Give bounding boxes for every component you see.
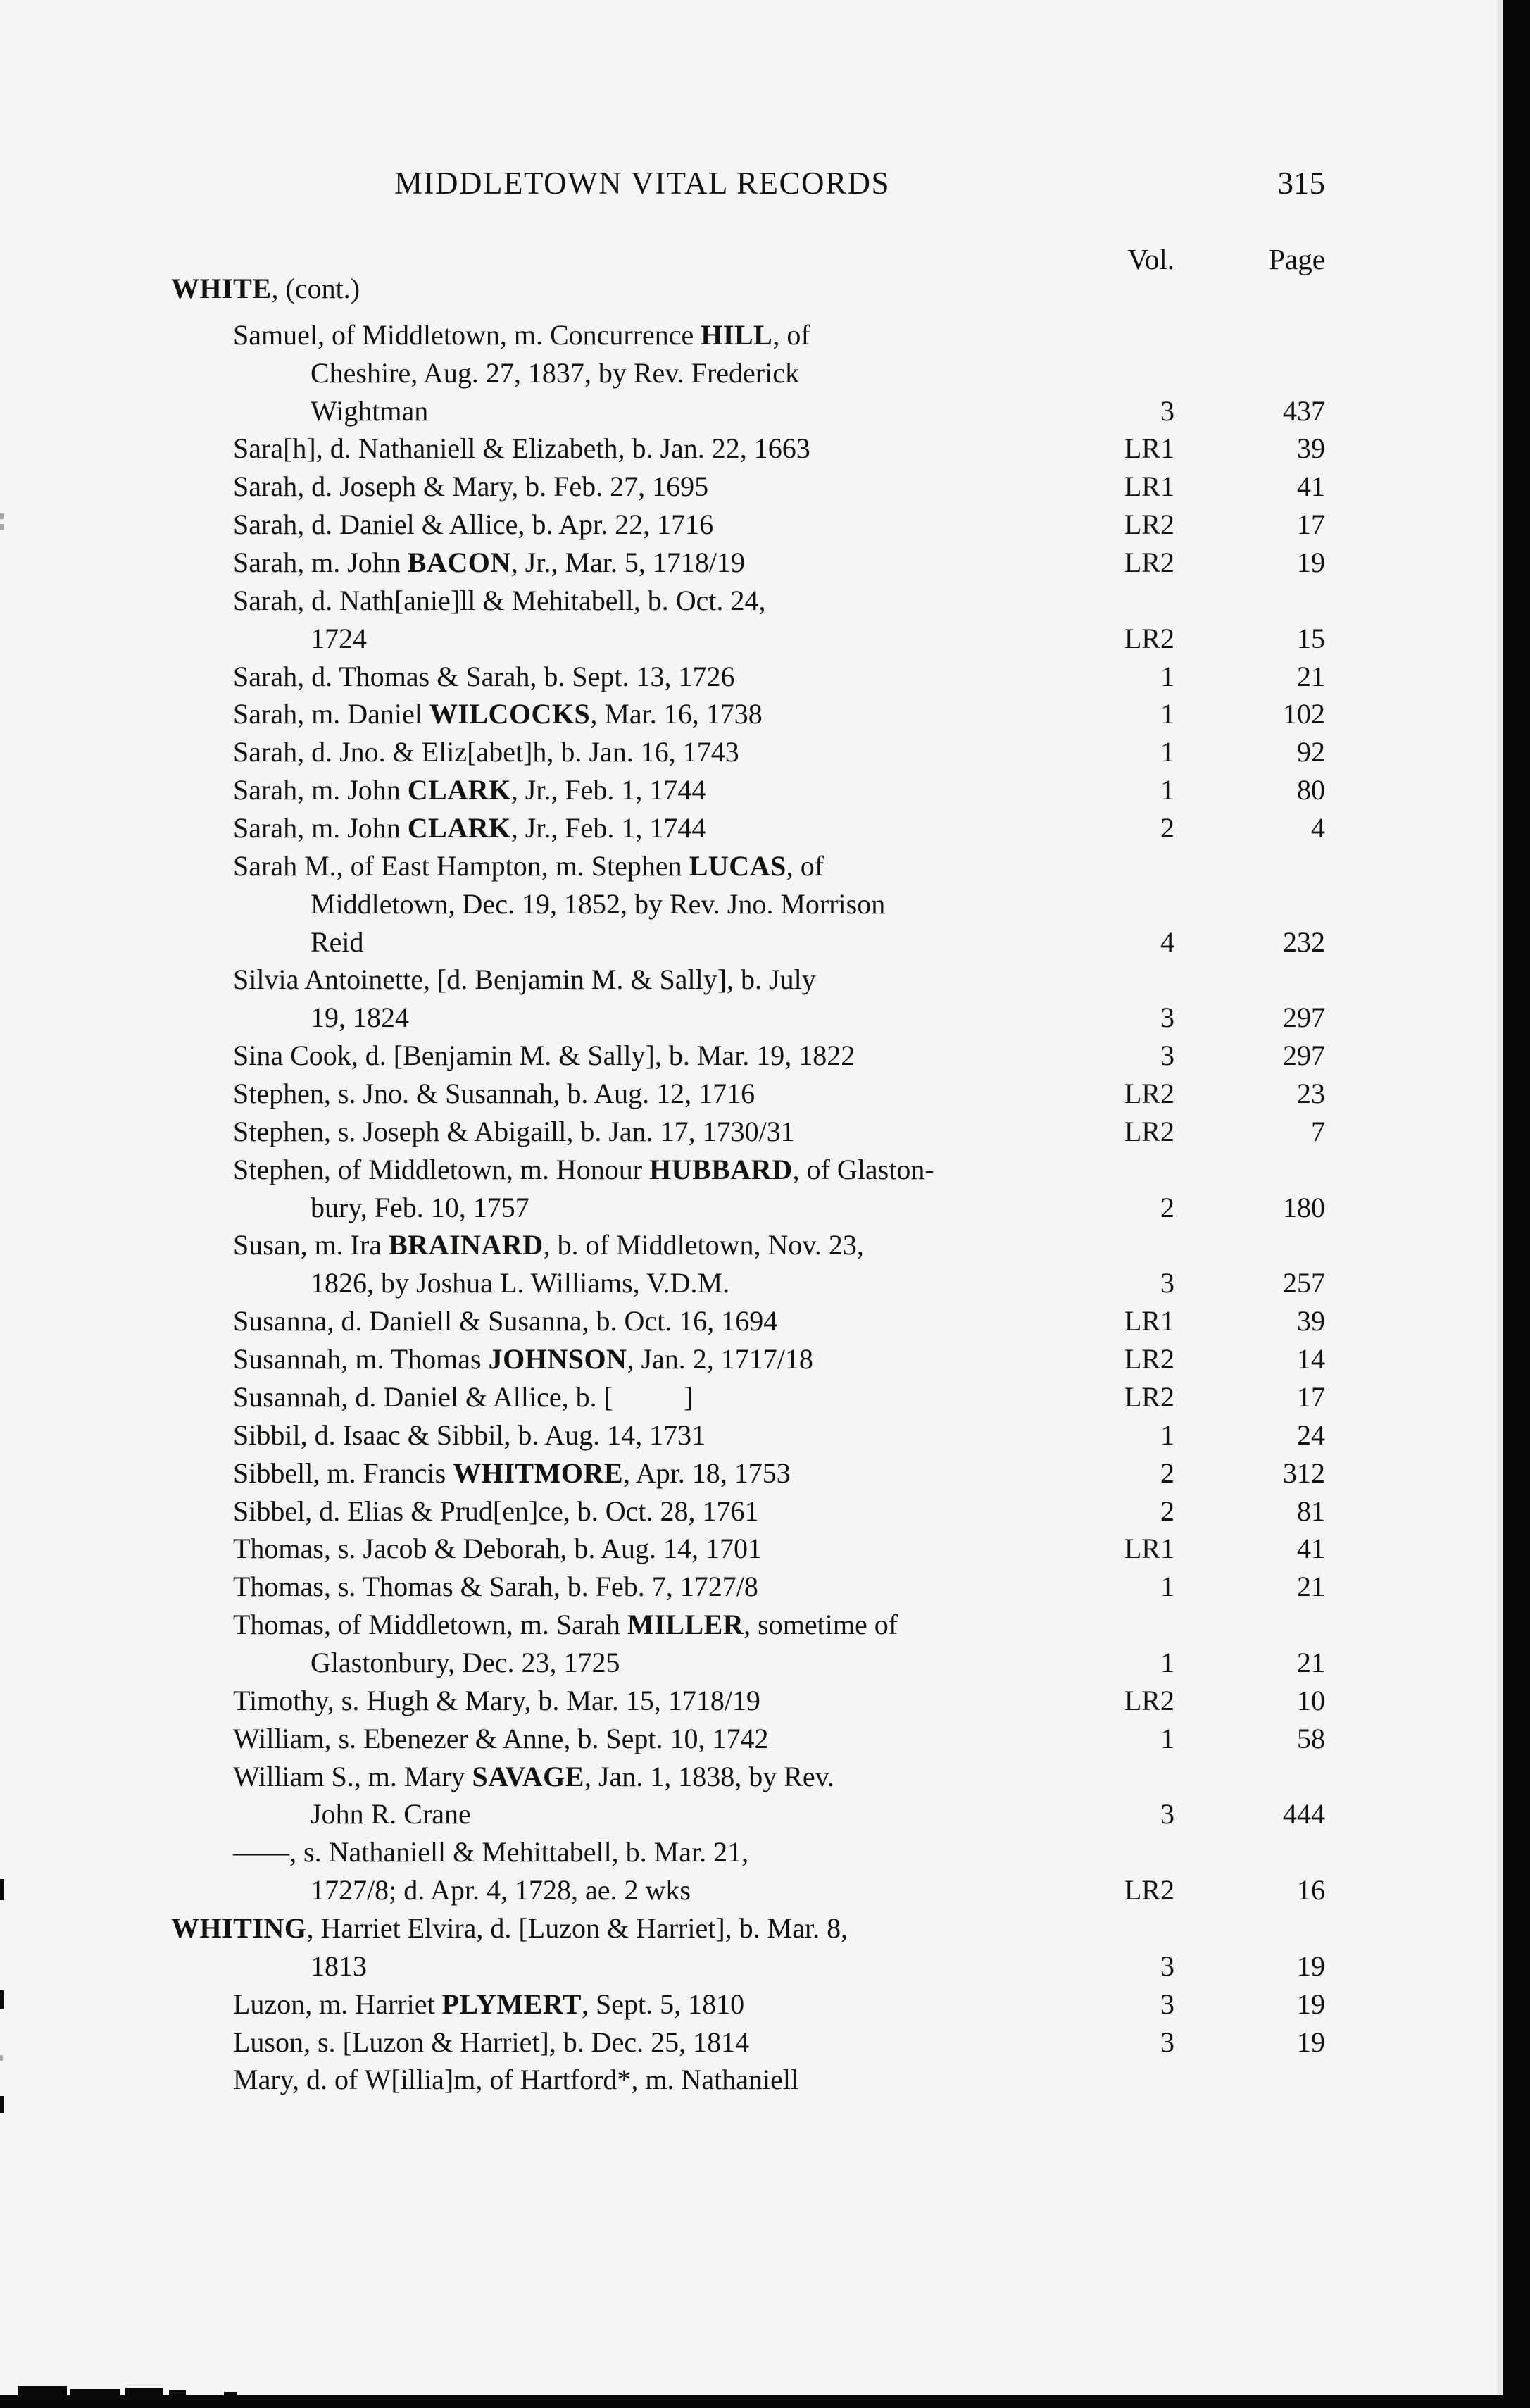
record-vol: 1 xyxy=(1160,660,1174,692)
record-vol: 1 xyxy=(1160,1722,1174,1754)
scan-black-band-bottom xyxy=(0,2395,1530,2408)
record-vol: LR2 xyxy=(1124,1874,1174,1907)
record-text: John R. Crane xyxy=(311,1798,471,1830)
surname-bold: CLARK xyxy=(407,774,511,806)
record-row xyxy=(0,430,1530,468)
record-row xyxy=(0,1302,1530,1340)
record-text: Susan, m. Ira BRAINARD, b. of Middletown, Nov. 23, xyxy=(233,1229,864,1261)
record-text: Sarah, d. Nath[anie]ll & Mehitabell, b. Oct. 24, xyxy=(233,584,766,616)
scan-artifact xyxy=(0,513,4,519)
record-page: 58 xyxy=(1297,1722,1325,1754)
record-vol: LR2 xyxy=(1124,1078,1174,1110)
record-vol: 1 xyxy=(1160,1646,1174,1678)
record-vol: 1 xyxy=(1160,1418,1174,1451)
record-vol: 2 xyxy=(1160,1456,1174,1489)
record-row xyxy=(0,1568,1530,1606)
record-text: Stephen, s. Joseph & Abigaill, b. Jan. 17, 1730/31 xyxy=(233,1115,795,1147)
record-row xyxy=(0,1113,1530,1151)
record-vol: 3 xyxy=(1160,1798,1174,1830)
page-column-header: Page xyxy=(1269,243,1325,275)
record-row xyxy=(0,658,1530,696)
record-page: 23 xyxy=(1297,1078,1325,1110)
surname-bold: WILCOCKS xyxy=(429,698,591,730)
record-row xyxy=(0,1037,1530,1075)
record-row xyxy=(0,1795,1530,1833)
record-row xyxy=(0,695,1530,733)
record-vol: LR2 xyxy=(1124,1115,1174,1147)
record-row xyxy=(0,582,1530,620)
scan-black-band-right xyxy=(1503,0,1530,2408)
record-page: 4 xyxy=(1311,812,1325,844)
record-vol: 3 xyxy=(1160,394,1174,427)
record-row xyxy=(0,506,1530,544)
record-row xyxy=(0,1833,1530,1871)
page-title: MIDDLETOWN VITAL RECORDS xyxy=(394,166,891,201)
record-page: 21 xyxy=(1297,660,1325,692)
record-vol: LR2 xyxy=(1124,1684,1174,1716)
record-row xyxy=(0,1340,1530,1378)
record-row xyxy=(0,1492,1530,1530)
record-page: 81 xyxy=(1297,1495,1325,1527)
surname-bold: HUBBARD xyxy=(649,1153,793,1185)
record-page: 39 xyxy=(1297,1305,1325,1337)
record-page: 19 xyxy=(1297,1950,1325,1982)
record-vol: 3 xyxy=(1160,1002,1174,1034)
scan-artifact xyxy=(0,1879,4,1900)
record-text: Sibbel, d. Elias & Prud[en]ce, b. Oct. 28, 1761 xyxy=(233,1495,759,1527)
record-text: Reid xyxy=(311,925,364,958)
record-page: 102 xyxy=(1283,698,1325,730)
record-text: Mary, d. of W[illia]m, of Hartford*, m. Nathaniell xyxy=(233,2064,799,2096)
record-text: Sibbil, d. Isaac & Sibbil, b. Aug. 14, 1731 xyxy=(233,1418,706,1451)
scan-artifact xyxy=(70,2389,120,2396)
record-page: 80 xyxy=(1297,774,1325,806)
record-page: 92 xyxy=(1297,736,1325,768)
record-vol: LR2 xyxy=(1124,547,1174,579)
record-row xyxy=(0,2061,1530,2099)
surname-bold: JOHNSON xyxy=(488,1343,627,1375)
record-text: William S., m. Mary SAVAGE, Jan. 1, 1838, by Rev. xyxy=(233,1760,835,1792)
record-text: WHITING, Harriet Elvira, d. [Luzon & Harriet], b. Mar. 8, xyxy=(171,1911,848,1944)
record-text: Luson, s. [Luzon & Harriet], b. Dec. 25, 1814 xyxy=(233,2026,750,2058)
record-text: Sarah, m. John CLARK, Jr., Feb. 1, 1744 xyxy=(233,774,706,806)
record-page: 41 xyxy=(1297,1533,1325,1565)
record-row xyxy=(0,923,1530,961)
record-text: 1724 xyxy=(311,622,367,654)
record-page: 17 xyxy=(1297,509,1325,541)
scan-artifact xyxy=(0,2055,3,2061)
record-page: 14 xyxy=(1297,1343,1325,1375)
surname-bold: LUCAS xyxy=(689,849,786,882)
record-vol: LR2 xyxy=(1124,509,1174,541)
record-vol: 3 xyxy=(1160,2026,1174,2058)
record-text: Thomas, s. Thomas & Sarah, b. Feb. 7, 1727/8 xyxy=(233,1571,758,1603)
record-text: Thomas, s. Jacob & Deborah, b. Aug. 14, 1701 xyxy=(233,1533,763,1565)
record-vol: 3 xyxy=(1160,1950,1174,1982)
surname-bold: CLARK xyxy=(407,812,511,844)
record-page: 312 xyxy=(1283,1456,1325,1489)
scan-artifact xyxy=(0,2096,4,2113)
surname-bold: HILL xyxy=(701,318,773,351)
record-vol: LR1 xyxy=(1124,1533,1174,1565)
record-row xyxy=(0,316,1530,354)
record-row xyxy=(0,354,1530,392)
scan-artifact xyxy=(224,2392,237,2396)
record-row xyxy=(0,1151,1530,1189)
surname-bold: PLYMERT xyxy=(441,1988,582,2020)
record-text: Luzon, m. Harriet PLYMERT, Sept. 5, 1810 xyxy=(233,1988,745,2020)
record-text: Silvia Antoinette, [d. Benjamin M. & Sally], b. July xyxy=(233,963,816,996)
record-page: 17 xyxy=(1297,1380,1325,1413)
record-row xyxy=(0,1606,1530,1644)
record-text: 1727/8; d. Apr. 4, 1728, ae. 2 wks xyxy=(311,1874,691,1907)
record-vol: 2 xyxy=(1160,1495,1174,1527)
record-page: 15 xyxy=(1297,622,1325,654)
scan-artifact xyxy=(125,2388,163,2396)
record-text: Sarah, d. Thomas & Sarah, b. Sept. 13, 1726 xyxy=(233,660,735,692)
record-page: 297 xyxy=(1283,1002,1325,1034)
page-edge-shadow xyxy=(1497,0,1503,2408)
record-vol: 1 xyxy=(1160,698,1174,730)
record-row xyxy=(0,270,1530,308)
record-row xyxy=(0,1909,1530,1947)
record-text: Stephen, of Middletown, m. Honour HUBBARD, of Glaston- xyxy=(233,1153,934,1185)
record-row xyxy=(0,620,1530,658)
vol-column-header: Vol. xyxy=(1127,243,1174,275)
record-row xyxy=(0,733,1530,771)
record-row xyxy=(0,1226,1530,1264)
record-row xyxy=(0,544,1530,582)
surname-bold: MILLER xyxy=(627,1609,744,1641)
record-text: Susanna, d. Daniell & Susanna, b. Oct. 16, 1694 xyxy=(233,1305,778,1337)
record-vol: 3 xyxy=(1160,1988,1174,2020)
surname-bold: SAVAGE xyxy=(472,1760,584,1792)
record-page: 39 xyxy=(1297,432,1325,465)
record-row xyxy=(0,1871,1530,1909)
record-text: Timothy, s. Hugh & Mary, b. Mar. 15, 1718/19 xyxy=(233,1684,760,1716)
record-row xyxy=(0,1947,1530,1985)
record-row xyxy=(0,1758,1530,1796)
record-text: Sarah M., of East Hampton, m. Stephen LUCAS, of xyxy=(233,849,824,882)
record-page: 21 xyxy=(1297,1646,1325,1678)
record-row xyxy=(0,2023,1530,2061)
scan-artifact xyxy=(0,524,4,530)
record-text: Cheshire, Aug. 27, 1837, by Rev. Frederick xyxy=(311,356,799,389)
surname-bold: BRAINARD xyxy=(389,1229,544,1261)
record-text: Thomas, of Middletown, m. Sarah MILLER, sometime of xyxy=(233,1609,898,1641)
record-text: Sara[h], d. Nathaniell & Elizabeth, b. Jan. 22, 1663 xyxy=(233,432,810,465)
record-vol: 2 xyxy=(1160,812,1174,844)
scan-artifact xyxy=(0,1990,4,2009)
record-row xyxy=(0,1075,1530,1113)
record-row xyxy=(0,847,1530,885)
record-text: Sarah, m. John CLARK, Jr., Feb. 1, 1744 xyxy=(233,812,706,844)
record-vol: LR2 xyxy=(1124,1380,1174,1413)
record-vol: LR2 xyxy=(1124,622,1174,654)
record-page: 180 xyxy=(1283,1191,1325,1223)
record-page: 19 xyxy=(1297,2026,1325,2058)
record-row xyxy=(0,1264,1530,1302)
record-text: Sarah, d. Daniel & Allice, b. Apr. 22, 1716 xyxy=(233,509,714,541)
record-vol: LR1 xyxy=(1124,432,1174,465)
record-text: Wightman xyxy=(311,394,429,427)
record-page: 10 xyxy=(1297,1684,1325,1716)
record-row xyxy=(0,1720,1530,1758)
record-row xyxy=(0,999,1530,1037)
record-page: 7 xyxy=(1311,1115,1325,1147)
record-text: Middletown, Dec. 19, 1852, by Rev. Jno. Morrison xyxy=(311,887,886,920)
records-list xyxy=(0,270,1530,2099)
record-row xyxy=(0,771,1530,809)
record-vol: 1 xyxy=(1160,774,1174,806)
record-vol: 2 xyxy=(1160,1191,1174,1223)
surname-bold: BACON xyxy=(407,547,511,579)
record-vol: LR1 xyxy=(1124,470,1174,503)
surname-bold: WHITE xyxy=(171,273,272,304)
record-page: 21 xyxy=(1297,1571,1325,1603)
record-vol: 4 xyxy=(1160,925,1174,958)
record-text: Samuel, of Middletown, m. Concurrence HILL, of xyxy=(233,318,810,351)
page-number: 315 xyxy=(1277,166,1325,201)
record-row xyxy=(0,809,1530,847)
record-text: 1826, by Joshua L. Williams, V.D.M. xyxy=(311,1267,730,1299)
record-text: Sarah, d. Jno. & Eliz[abet]h, b. Jan. 16, 1743 xyxy=(233,736,739,768)
surname-bold: WHITING xyxy=(171,1911,307,1944)
record-text: Sina Cook, d. [Benjamin M. & Sally], b. Mar. 19, 1822 xyxy=(233,1040,855,1072)
record-row xyxy=(0,1416,1530,1454)
record-row xyxy=(0,1682,1530,1720)
record-text: 19, 1824 xyxy=(311,1002,409,1034)
record-row xyxy=(0,1530,1530,1568)
record-page: 297 xyxy=(1283,1040,1325,1072)
record-text: Susannah, d. Daniel & Allice, b. [ ] xyxy=(233,1380,694,1413)
record-row xyxy=(0,961,1530,999)
record-vol: LR1 xyxy=(1124,1305,1174,1337)
record-row xyxy=(0,1454,1530,1492)
surname-bold: WHITMORE xyxy=(453,1456,624,1489)
record-text: Sarah, m. John BACON, Jr., Mar. 5, 1718/19 xyxy=(233,547,745,579)
record-page: 24 xyxy=(1297,1418,1325,1451)
record-text: ——, s. Nathaniell & Mehittabell, b. Mar. 21, xyxy=(233,1836,749,1869)
record-page: 19 xyxy=(1297,1988,1325,2020)
record-text: Glastonbury, Dec. 23, 1725 xyxy=(311,1646,620,1678)
record-row xyxy=(0,1644,1530,1682)
record-text: Susannah, m. Thomas JOHNSON, Jan. 2, 1717/18 xyxy=(233,1343,813,1375)
record-text: Sarah, d. Joseph & Mary, b. Feb. 27, 1695 xyxy=(233,470,709,503)
record-vol: 3 xyxy=(1160,1267,1174,1299)
record-text: bury, Feb. 10, 1757 xyxy=(311,1191,529,1223)
record-vol: 3 xyxy=(1160,1040,1174,1072)
record-row xyxy=(0,468,1530,506)
record-vol: 1 xyxy=(1160,736,1174,768)
record-row xyxy=(0,1985,1530,2023)
record-text: Sarah, m. Daniel WILCOCKS, Mar. 16, 1738 xyxy=(233,698,763,730)
record-text: Stephen, s. Jno. & Susannah, b. Aug. 12, 1716 xyxy=(233,1078,755,1110)
record-text: 1813 xyxy=(311,1950,367,1982)
record-row xyxy=(0,1189,1530,1227)
record-page: 257 xyxy=(1283,1267,1325,1299)
record-page: 16 xyxy=(1297,1874,1325,1907)
record-page: 41 xyxy=(1297,470,1325,503)
record-page: 232 xyxy=(1283,925,1325,958)
scan-artifact xyxy=(18,2386,67,2396)
record-text: William, s. Ebenezer & Anne, b. Sept. 10, 1742 xyxy=(233,1722,769,1754)
record-row xyxy=(0,1378,1530,1416)
record-row xyxy=(0,392,1530,430)
record-row xyxy=(0,885,1530,923)
record-text: WHITE, (cont.) xyxy=(171,273,360,304)
record-page: 444 xyxy=(1283,1798,1325,1830)
record-text: Sibbell, m. Francis WHITMORE, Apr. 18, 1753 xyxy=(233,1456,791,1489)
record-page: 19 xyxy=(1297,547,1325,579)
scan-artifact xyxy=(169,2390,186,2396)
record-vol: 1 xyxy=(1160,1571,1174,1603)
record-page: 437 xyxy=(1283,394,1325,427)
record-vol: LR2 xyxy=(1124,1343,1174,1375)
